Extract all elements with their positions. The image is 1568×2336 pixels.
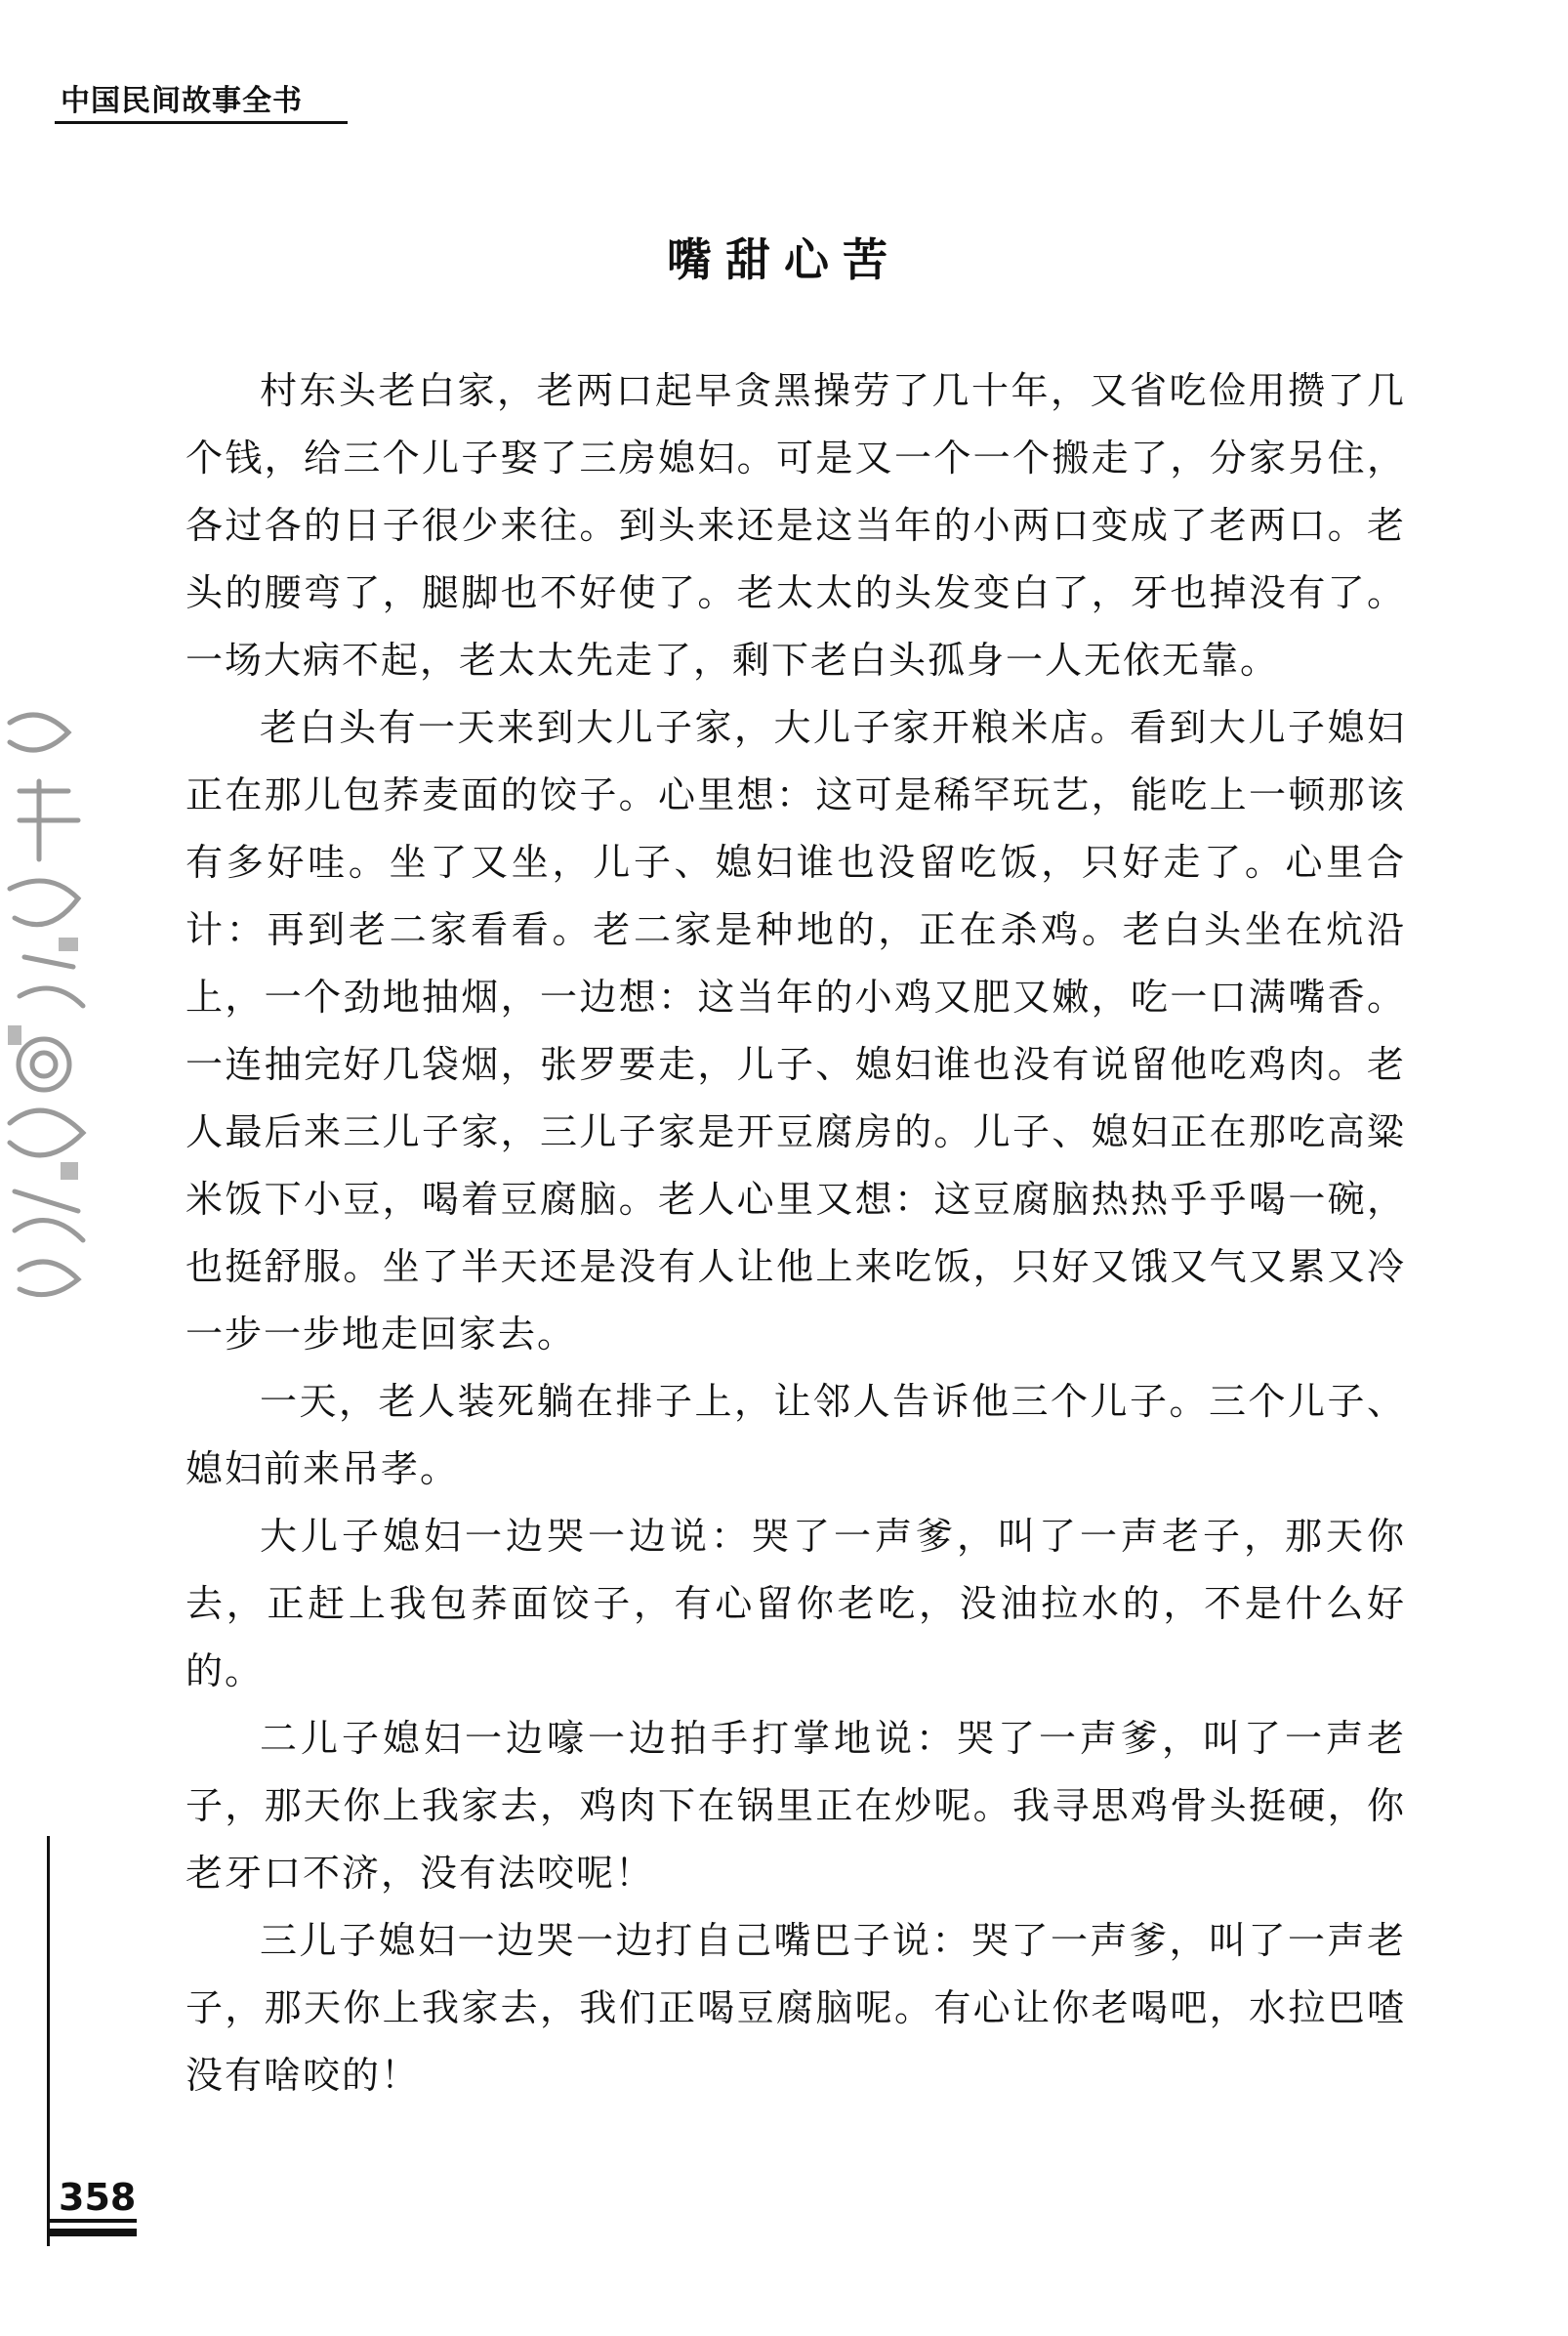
paragraph: 村东头老白家，老两口起早贪黑操劳了几十年，又省吃俭用攒了几个钱，给三个儿子娶了三房媳妇。可是又一个一个搬走了，分家另住，各过各的日子很少来往。到头来还是这当年的小两口变成了老两口。老头的腰弯了，腿脚也不好使了。老太太的头发变白了，牙也掉没有了。一场大病不起，老太太先走了，剩下老白头孤身一人无依无靠。	[186, 369, 1406, 682]
page-number: 358	[59, 2176, 137, 2219]
paragraph: 大儿子媳妇一边哭一边说：哭了一声爹，叫了一声老子，那天你去，正赶上我包荞面饺子，有心留你老吃，没油拉水的，不是什么好的。	[186, 1515, 1406, 1692]
paragraph: 一天，老人装死躺在排子上，让邻人告诉他三个儿子。三个儿子、媳妇前来吊孝。	[186, 1380, 1406, 1490]
story-body	[186, 357, 1406, 2109]
paragraph: 三儿子媳妇一边哭一边打自己嘴巴子说：哭了一声爹，叫了一声老子，那天你上我家去，我们正喝豆腐脑呢。有心让你老喝吧，水拉巴喳没有啥咬的！	[186, 1919, 1406, 2097]
series-title: 中国民间故事全书	[61, 84, 303, 118]
margin-ornament	[0, 703, 94, 1309]
header-underline	[55, 121, 348, 124]
page-number-bar-thin	[47, 2219, 137, 2223]
paragraph: 老白头有一天来到大儿子家，大儿子家开粮米店。看到大儿子媳妇正在那儿包荞麦面的饺子。心里想：这可是稀罕玩艺，能吃上一顿那该有多好哇。坐了又坐，儿子、媳妇谁也没留吃饭，只好走了。心里合计：再到老二家看看。老二家是种地的，正在杀鸡。老白头坐在炕沿上，一个劲地抽烟，一边想：这当年的小鸡又肥又嫩，吃一口满嘴香。一连抽完好几袋烟，张罗要走，儿子、媳妇谁也没有说留他吃鸡肉。老人最后来三儿子家，三儿子家是开豆腐房的。儿子、媳妇正在那吃高粱米饭下小豆，喝着豆腐脑。老人心里又想：这豆腐脑热热乎乎喝一碗，也挺舒服。坐了半天还是没有人让他上来吃饭，只好又饿又气又累又冷一步一步地走回家去。	[186, 706, 1406, 1356]
margin-rule	[47, 1836, 50, 2246]
story-title: 嘴甜心苦	[667, 233, 901, 286]
paragraph: 二儿子媳妇一边嚎一边拍手打掌地说：哭了一声爹，叫了一声老子，那天你上我家去，鸡肉下在锅里正在炒呢。我寻思鸡骨头挺硬，你老牙口不济，没有法咬呢！	[186, 1717, 1406, 1895]
page-number-bar-thick	[47, 2229, 137, 2236]
